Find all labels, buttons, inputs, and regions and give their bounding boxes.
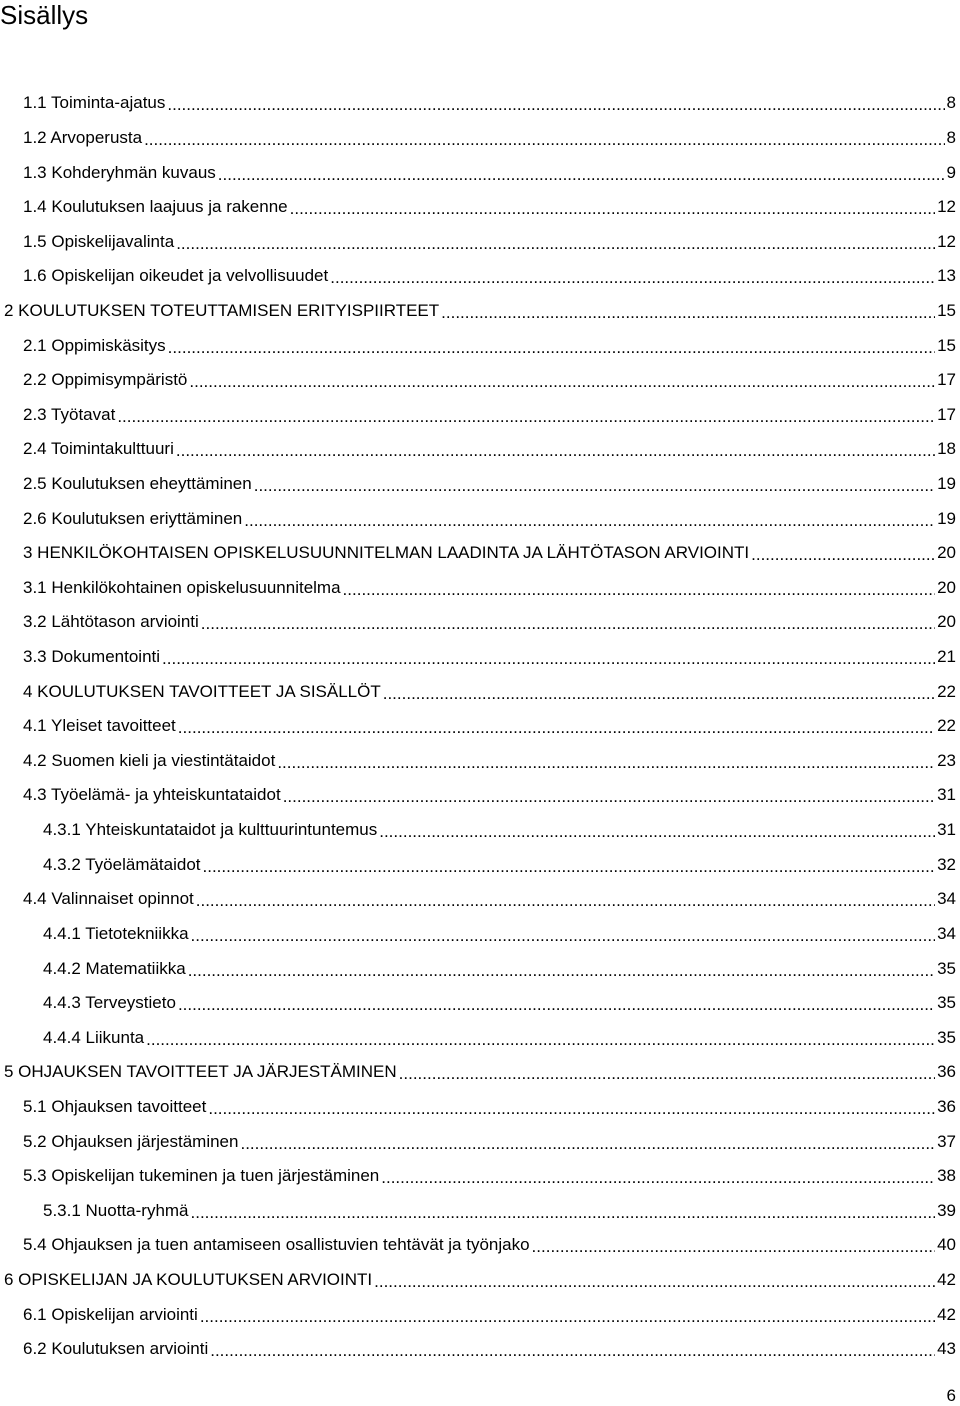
toc-entry[interactable] [0,1332,956,1367]
toc-leader-dots [191,926,936,946]
toc-entry-page: 8 [946,93,956,113]
toc-leader-dots [191,1203,936,1223]
toc-leader-dots [176,441,935,461]
toc-entry[interactable] [0,432,956,467]
toc-leader-dots [208,1099,935,1119]
toc-entry-label: 5.4 Ohjauksen ja tuen antamiseen osallistuvien tehtävät ja työnjako [23,1235,530,1255]
toc-entry[interactable] [0,951,956,986]
toc-entry-label: 2.3 Työtavat [23,404,116,424]
toc-entry[interactable] [0,1263,956,1298]
toc-entry-page: 34 [937,889,956,909]
toc-entry-page: 32 [937,854,956,874]
toc-entry-page: 20 [937,577,956,597]
toc-entry[interactable] [0,986,956,1021]
toc-entry-page: 36 [937,1096,956,1116]
toc-entry-label: 2.5 Koulutuksen eheyttäminen [23,474,252,493]
toc-entry[interactable] [0,1159,956,1194]
toc-leader-dots [218,165,945,185]
toc-entry[interactable] [0,259,956,294]
toc-leader-dots [751,545,935,565]
toc-entry-page: 37 [937,1131,956,1151]
toc-entry[interactable] [0,605,956,640]
toc-entry-label: 2.2 Oppimisympäristö [23,370,188,390]
toc-entry-page: 12 [937,197,956,217]
toc-entry-page: 40 [937,1235,956,1255]
toc-entry[interactable] [0,1090,956,1125]
toc-leader-dots [210,1341,935,1361]
toc-entry-page: 38 [937,1166,956,1186]
toc-entry[interactable] [0,571,956,606]
toc-entry-label: 2 KOULUTUKSEN TOTEUTTAMISEN ERITYISPIIRTEET [4,300,440,320]
toc-entry[interactable] [0,744,956,779]
page-number: 6 [946,1386,956,1405]
toc-leader-dots [244,511,935,531]
toc-entry[interactable] [0,847,956,882]
toc-entry-label: 1.1 Toiminta-ajatus [23,93,166,113]
toc-leader-dots [168,338,935,358]
toc-entry[interactable] [0,224,956,259]
toc-entry-label: 3.3 Dokumentointi [23,647,161,667]
toc-entry[interactable] [0,1124,956,1159]
toc-entry-label: 5.1 Ohjauksen tavoitteet [23,1096,207,1116]
toc-leader-dots [176,234,935,254]
toc-leader-dots [381,1168,935,1188]
page-title: Sisällys [0,0,89,30]
toc-leader-dots [277,753,935,773]
toc-entry-label: 2.6 Koulutuksen eriyttäminen [23,508,243,528]
toc-entry[interactable] [0,1194,956,1229]
toc-leader-dots [188,961,935,981]
toc-entry-page: 42 [937,1270,956,1290]
toc-leader-dots [200,1307,935,1327]
toc-leader-dots [167,95,944,115]
toc-entry-label: 5.3 Opiskelijan tukeminen ja tuen järjestäminen [23,1166,380,1186]
toc-entry[interactable] [0,294,956,329]
toc-entry-label: 3.1 Henkilökohtainen opiskelusuunnitelma [23,577,341,597]
toc-leader-dots [254,476,935,496]
toc-entry[interactable] [0,1297,956,1332]
toc-entry[interactable] [0,709,956,744]
toc-entry-label: 1.4 Koulutuksen laajuus ja rakenne [23,197,288,217]
toc-entry-page: 39 [937,1200,956,1220]
toc-entry-page: 36 [937,1062,956,1082]
toc-entry-page: 12 [937,231,956,251]
toc-leader-dots [240,1134,935,1154]
toc-entry-page: 18 [937,439,956,459]
toc-entry-label: 4.2 Suomen kieli ja viestintätaidot [23,750,276,770]
toc-entry[interactable] [0,155,956,190]
toc-leader-dots [330,268,935,288]
toc-entry-page: 15 [937,300,956,320]
toc-entry[interactable] [0,778,956,813]
toc-leader-dots [117,407,935,427]
toc-leader-dots [290,199,935,219]
toc-entry-page: 35 [937,958,956,978]
toc-entry-label: 6.2 Koulutuksen arviointi [23,1339,209,1359]
toc-entry-label: 1.6 Opiskelijan oikeudet ja velvollisuudet [23,266,329,286]
toc-entry[interactable] [0,501,956,536]
table-of-contents [0,86,956,1367]
toc-entry[interactable] [0,467,956,502]
toc-entry-label: 4.1 Yleiset tavoitteet [23,716,176,736]
toc-entry[interactable] [0,640,956,675]
toc-leader-dots [178,718,935,738]
toc-leader-dots [441,303,935,323]
toc-entry-label: 4.4.1 Tietotekniikka [43,923,189,943]
toc-entry-label: 2.1 Oppimiskäsitys [23,335,166,355]
toc-entry-page: 19 [937,474,956,493]
toc-leader-dots [379,822,935,842]
toc-entry[interactable] [0,674,956,709]
toc-entry[interactable] [0,1055,956,1090]
toc-entry-page: 31 [937,785,956,805]
toc-entry-label: 4.3 Työelämä- ja yhteiskuntataidot [23,785,281,805]
toc-entry-page: 21 [937,647,956,667]
toc-entry-page: 31 [937,820,956,840]
toc-entry-page: 9 [946,162,956,182]
toc-leader-dots [399,1064,935,1084]
toc-entry-label: 2.4 Toimintakulttuuri [23,439,174,459]
toc-leader-dots [196,891,935,911]
toc-entry-page: 23 [937,750,956,770]
toc-entry-label: 4.4.2 Matematiikka [43,958,186,978]
toc-entry-page: 20 [937,543,956,563]
toc-entry[interactable] [0,536,956,571]
toc-entry-page: 13 [937,266,956,286]
toc-entry-label: 3 HENKILÖKOHTAISEN OPISKELUSUUNNITELMAN LAADINTA JA LÄHTÖTASON ARVIOINTI [23,543,750,563]
toc-leader-dots [144,130,944,150]
toc-entry-label: 4.4 Valinnaiset opinnot [23,889,194,909]
toc-leader-dots [283,787,935,807]
toc-entry[interactable] [0,86,956,121]
toc-entry-label: 6.1 Opiskelijan arviointi [23,1304,198,1324]
toc-leader-dots [532,1237,936,1257]
toc-entry-page: 17 [937,370,956,390]
toc-leader-dots [162,649,935,669]
toc-entry[interactable] [0,190,956,225]
toc-entry-label: 1.5 Opiskelijavalinta [23,231,175,251]
toc-entry-page: 42 [937,1304,956,1324]
toc-leader-dots [178,995,935,1015]
toc-entry-page: 17 [937,404,956,424]
toc-entry[interactable] [0,882,956,917]
toc-entry[interactable] [0,813,956,848]
toc-entry[interactable] [0,121,956,156]
toc-entry-label: 4.4.3 Terveystieto [43,993,176,1013]
toc-entry-label: 1.2 Arvoperusta [23,127,143,147]
toc-entry-page: 34 [937,923,956,943]
toc-leader-dots [189,372,935,392]
toc-entry-label: 5.2 Ohjauksen järjestäminen [23,1131,239,1151]
toc-leader-dots [374,1272,935,1292]
toc-entry-page: 19 [937,508,956,528]
toc-entry-page: 22 [937,716,956,736]
toc-entry[interactable] [0,917,956,952]
toc-entry[interactable] [0,397,956,432]
toc-leader-dots [343,580,936,600]
toc-entry-page: 8 [946,127,956,147]
toc-entry-label: 4.4.4 Liikunta [43,1027,145,1047]
toc-entry-label: 5 OHJAUKSEN TAVOITTEET JA JÄRJESTÄMINEN [4,1062,397,1082]
toc-entry-label: 1.3 Kohderyhmän kuvaus [23,162,216,182]
toc-entry-label: 6 OPISKELIJAN JA KOULUTUKSEN ARVIOINTI [4,1270,373,1290]
toc-entry-page: 20 [937,612,956,632]
toc-leader-dots [203,857,936,877]
toc-entry-label: 5.3.1 Nuotta-ryhmä [43,1200,189,1220]
toc-entry-page: 43 [937,1339,956,1359]
toc-entry[interactable] [0,1020,956,1055]
toc-entry-page: 15 [937,335,956,355]
toc-entry[interactable] [0,1228,956,1263]
toc-leader-dots [383,684,935,704]
toc-entry[interactable] [0,328,956,363]
toc-leader-dots [146,1030,935,1050]
toc-entry-label: 4.3.2 Työelämätaidot [43,854,201,874]
toc-entry-label: 4 KOULUTUKSEN TAVOITTEET JA SISÄLLÖT [23,681,381,701]
toc-entry-page: 35 [937,993,956,1013]
toc-entry-label: 3.2 Lähtötason arviointi [23,612,199,632]
toc-entry-page: 22 [937,681,956,701]
toc-leader-dots [201,614,935,634]
toc-entry[interactable] [0,363,956,398]
toc-entry-label: 4.3.1 Yhteiskuntataidot ja kulttuurintuntemus [43,820,378,840]
toc-entry-page: 35 [937,1027,956,1047]
